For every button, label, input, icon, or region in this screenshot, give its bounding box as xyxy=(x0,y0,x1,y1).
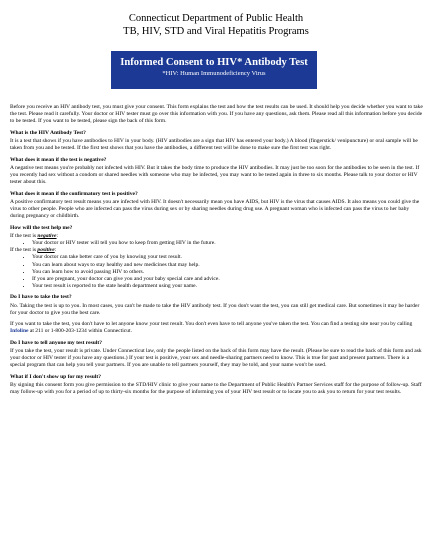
section-text: A negative test means you're probably not infected with HIV. But it takes the body time to produce the HIV antibodies. It may just be too soon for the antibodies to be seen in the test. If you recently had sex without a condom or shared needles with someone who may be infected, you may want to be tested again in three to six months. Please talk to your doctor or HIV tester about this. xyxy=(10,164,420,186)
negative-lead xyxy=(10,233,424,240)
section-text-2 xyxy=(10,321,424,335)
section-text: No. Taking the test is up to you. In most cases, you can't be made to take the HIV antibody test. If you don't want the test, you can still get medical care. But sometimes it may be harder for your doctor to give you the best care. xyxy=(10,302,420,316)
agency-name: Connecticut Department of Public Health xyxy=(128,13,304,24)
section-heading: How will the test help me? xyxy=(10,224,73,231)
positive-word: positive xyxy=(37,247,55,254)
section-what-is-test xyxy=(10,130,424,153)
list-item: • You can learn how to avoid passing HIV to others. xyxy=(32,269,424,276)
list-item: • If you are pregnant, your doctor can give you and your baby special care and advice. xyxy=(32,276,424,283)
lead-text: If the test is xyxy=(10,232,38,239)
intro-paragraph: Before you receive an HIV antibody test, you must give your consent. This form explains the test and how the test results can be used. It should help you decide whether you want to take the test. Please read it carefully. Your doctor or HIV tester must go over this information with you. If you have any questions, ask them. Please read all this information before you decide to be tested. If you want to be tested, please sign the back of this form. xyxy=(10,104,423,125)
section-text: It is a test that shows if you have antibodies to HIV in your body. (HIV antibodies are a sign that HIV has entered your body.) A blood (fingerstick/ venipuncture) or oral sample will be taken from you and be tested. If the first test shows that you have the antibodies, a different test will be done to make sure the first test was right. xyxy=(10,138,418,152)
positive-list xyxy=(10,254,424,290)
lead-colon: : xyxy=(56,232,59,239)
section-heading: Do I have to tell anyone my test result? xyxy=(10,339,103,346)
section-text: By signing this consent form you give permission to the STD/HIV clinic to give your name to the Department of Public Health's Partner Services staff for the purpose of follow-up. Staff may follow-up with you for a period of up to thirty-six months for the purpose of informing you of your HIV test result or to locate you to ask you to return for your test results. xyxy=(10,382,422,396)
section-heading: Do I have to take the test? xyxy=(10,294,72,301)
list-item: • Your test result is reported to the state health department using your name. xyxy=(32,283,424,290)
lead-colon: : xyxy=(54,247,57,254)
title-banner xyxy=(111,51,317,89)
section-how-help xyxy=(10,225,424,291)
section-negative xyxy=(10,157,424,187)
negative-list xyxy=(10,240,424,247)
infoline-link[interactable]: Infoline xyxy=(10,328,29,335)
text-part: at 211 or 1-800-203-1234 within Connecticut. xyxy=(28,328,132,335)
list-item: • Your doctor can take better care of you by knowing your test result. xyxy=(32,254,424,261)
list-item: • Your doctor or HIV tester will tell you how to keep from getting HIV in the future. xyxy=(32,240,424,247)
form-body xyxy=(10,104,424,401)
section-text: If you take the test, your result is private. Under Connecticut law, only the people listed on the back of this form may have the result. (Please be sure to read the back of this form and ask your doctor or HIV tester if you have any questions.) If your test is positive, your sex and needle-sharing partners need to know. This is true for past and present partners. There is a special program that can help you tell your partners. If you are unable to tell partners yourself, they may be told, and your name won't be used. xyxy=(10,348,422,369)
section-heading: What does it mean if the confirmatory test is positive? xyxy=(10,190,138,197)
agency-header xyxy=(0,12,432,38)
text-part: If you want to take the test, you don't have to let anyone know your test result. You don't even have to tell anyone you've taken the test. You can find a testing site near you by calling xyxy=(10,321,413,328)
negative-word: negative xyxy=(37,232,57,239)
section-text: A positive confirmatory test result means you are infected with HIV. It doesn't necessarily mean you have AIDS, but HIV is the virus that causes AIDS. It also means you could give the virus to other people. People who are infected can pass the virus during sex or by sharing needles during drug use. A pregnant woman who is infected can pass the virus to her baby during pregnancy or childbirth. xyxy=(10,198,420,220)
section-no-show xyxy=(10,374,424,397)
program-name: TB, HIV, STD and Viral Hepatitis Programs xyxy=(123,26,309,37)
form-title: Informed Consent to HIV* Antibody Test xyxy=(120,57,308,68)
form-subtitle: *HIV: Human Immunodeficiency Virus xyxy=(162,70,266,77)
section-heading: What is the HIV Antibody Test? xyxy=(10,129,86,136)
section-heading: What does it mean if the test is negative? xyxy=(10,156,107,163)
section-positive xyxy=(10,191,424,221)
section-tell-anyone xyxy=(10,340,424,370)
list-item: • You can learn about ways to stay healthy and new medicines that may help. xyxy=(32,262,424,269)
section-heading: What if I don't show up for my result? xyxy=(10,373,102,380)
section-have-to-take xyxy=(10,294,424,335)
lead-text: If the test is xyxy=(10,247,38,254)
